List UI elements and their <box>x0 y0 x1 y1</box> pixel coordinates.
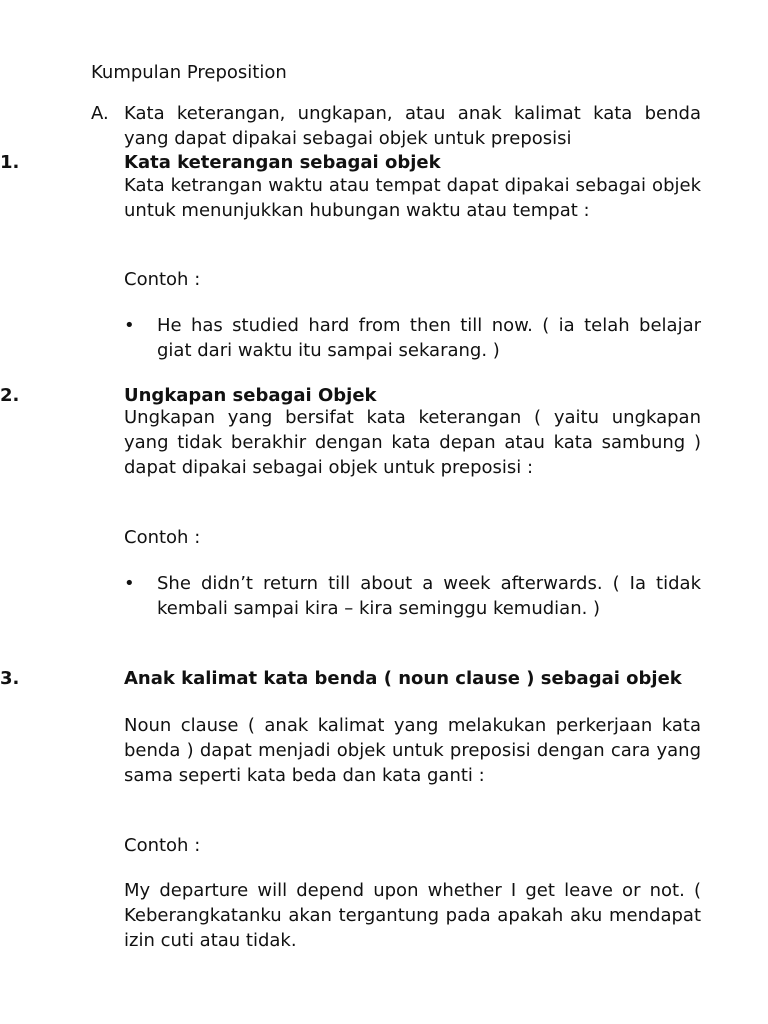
item-2-body: Ungkapan yang bersifat kata keterangan ( yaitu ungkapan yang tidak berakhir dengan kata depan atau kata sambung ) dapat dipakai sebagai objek untuk preposisi : <box>124 407 701 478</box>
item-1-heading: Kata keterangan sebagai objek <box>124 152 441 173</box>
item-3-example: My departure will depend upon whether I get leave or not. ( Keberangkatanku akan tergantung pada apakah aku mendapat izin cuti atau tidak. <box>124 880 701 951</box>
bullet-icon: • <box>124 315 135 336</box>
item-1-example: He has studied hard from then till now. ( ia telah belajar giat dari waktu itu sampai sekarang. ) <box>157 315 701 361</box>
item-3-heading: Anak kalimat kata benda ( noun clause ) sebagai objek <box>124 668 682 689</box>
section-a-label: A. <box>91 103 109 124</box>
bullet-icon: • <box>124 573 135 594</box>
item-1-number: 1. <box>0 152 20 173</box>
section-a-text: Kata keterangan, ungkapan, atau anak kalimat kata benda yang dapat dipakai sebagai objek untuk preposisi <box>124 103 701 149</box>
item-2-number: 2. <box>0 385 20 406</box>
item-3-body: Noun clause ( anak kalimat yang melakukan perkerjaan kata benda ) dapat menjadi objek untuk preposisi dengan cara yang sama seperti kata beda dan kata ganti : <box>124 715 701 786</box>
item-3-example-label: Contoh : <box>124 835 201 856</box>
item-1-body: Kata ketrangan waktu atau tempat dapat dipakai sebagai objek untuk menunjukkan hubungan waktu atau tempat : <box>124 175 701 221</box>
item-1-example-label: Contoh : <box>124 269 201 290</box>
item-2-example-label: Contoh : <box>124 527 201 548</box>
item-3-number: 3. <box>0 668 20 689</box>
document-title: Kumpulan Preposition <box>91 62 287 83</box>
item-2-example: She didn’t return till about a week afterwards. ( Ia tidak kembali sampai kira – kira seminggu kemudian. ) <box>157 573 701 619</box>
item-2-heading: Ungkapan sebagai Objek <box>124 385 377 406</box>
